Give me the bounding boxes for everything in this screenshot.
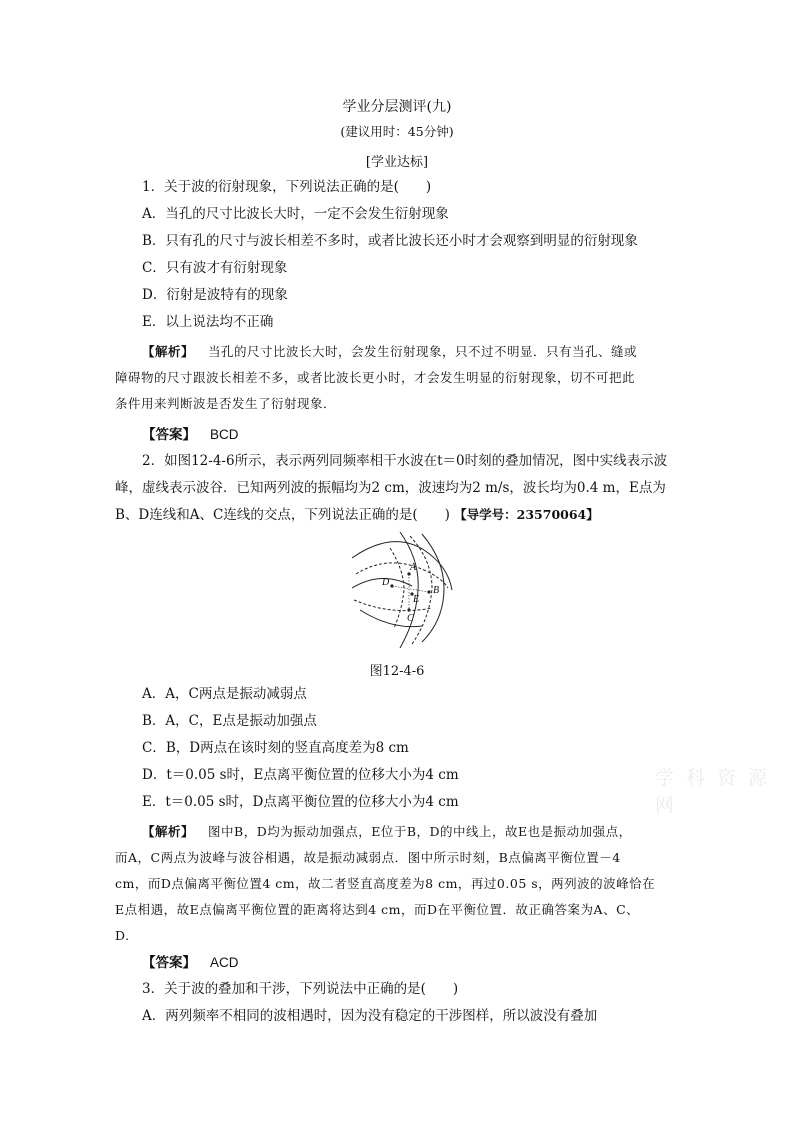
wave-interference-figure [352,530,460,648]
q2-option-a: A．A，C两点是振动减弱点 [142,686,307,702]
answer-tag: 【答案】 [142,955,196,971]
q1-option-a: A．当孔的尺寸比波长大时，一定不会发生衍射现象 [142,206,449,222]
bd-connect-line [392,586,429,592]
q2-stem-text: B、D连线和A、C连线的交点，下列说法正确的是( ) [115,507,450,523]
q2-stem-line-1: 2．如图12-4-6所示，表示两列同频率相干水波在t＝0时刻的叠加情况，图中实线表示波 [142,453,668,469]
q2-explanation-line-4: E点相遇，故E点偏离平衡位置的距离将达到4 cm，而D在平衡位置．故正确答案为A、C、 [115,902,640,917]
label-a: A [410,562,417,573]
trough-line [354,600,432,611]
q1-option-c: C．只有波才有衍射现象 [142,260,288,276]
q3-option-a: A．两列频率不相同的波相遇时，因为没有稳定的干涉图样，所以波没有叠加 [142,1008,598,1024]
explanation-text: 当孔的尺寸比波长大时，会发生衍射现象，只不过不明显．只有当孔、缝或 [208,344,638,359]
time-suggestion: (建议用时：45分钟) [340,124,454,139]
q2-option-c: C．B，D两点在该时刻的竖直高度差为8 cm [142,740,409,756]
q1-answer [142,428,239,443]
q2-stem-line-2: 峰，虚线表示波谷．已知两列波的振幅均为2 cm，波速均为2 m/s，波长均为0.4 m，E点为 [115,480,666,496]
answer-value: ACD [210,955,239,970]
q1-option-d: D．衍射是波特有的现象 [142,287,288,303]
q2-stem-line-3 [115,509,599,523]
q3-stem: 3．关于波的叠加和干涉，下列说法中正确的是( ) [142,981,459,997]
trough-line [390,548,404,628]
label-c: C [407,613,414,624]
watermark-text: 学 科 资 源 网 [655,767,771,816]
q2-explanation-line-1 [142,826,632,839]
label-d: D [382,577,390,588]
q2-explanation-line-3: cm，而D点偏离平衡位置4 cm，故二者竖直高度差为8 cm，再过0.05 s，两列波的波峰恰在 [115,876,656,891]
explanation-tag: 【解析】 [142,344,195,359]
crest-line [352,542,452,590]
trough-line [410,536,432,644]
q2-answer [142,956,239,971]
q2-option-b: B．A，C，E点是振动加强点 [142,713,317,729]
reference-number: 【导学号：23570064】 [454,507,599,522]
label-e: E [413,594,420,605]
page-title: 学业分层测评(九) [342,99,452,115]
q2-explanation-line-5: D. [115,928,130,943]
q1-explanation-line-2: 障碍物的尺寸跟波长相差不多，或者比波长更小时，才会发生明显的衍射现象，切不可把此 [115,370,636,385]
q1-option-b: B．只有孔的尺寸与波长相差不多时，或者比波长还小时才会观察到明显的衍射现象 [142,233,638,249]
answer-value: BCD [210,427,239,442]
q2-option-e: E．t＝0.05 s时，D点离平衡位置的位移大小为4 cm [142,794,459,810]
explanation-tag: 【解析】 [142,824,195,839]
q1-explanation-line-1 [142,346,637,359]
q1-stem: 1．关于波的衍射现象，下列说法正确的是( ) [142,179,432,195]
q2-explanation-line-2: 而A，C两点为波峰与波谷相遇，故是振动减弱点．图中所示时刻，B点偏离平衡位置－4 [115,850,621,865]
figure-caption: 图12-4-6 [369,664,425,679]
q1-option-e: E．以上说法均不正确 [142,314,274,330]
q1-explanation-line-3: 条件用来判断波是否发生了衍射现象． [115,396,337,411]
explanation-text: 图中B，D均为振动加强点，E位于B，D的中线上，故E也是振动加强点， [208,824,632,839]
answer-tag: 【答案】 [142,427,196,443]
q2-option-d: D．t＝0.05 s时，E点离平衡位置的位移大小为4 cm [142,767,459,783]
section-heading: [学业达标] [365,155,429,170]
label-b: B [433,585,440,596]
